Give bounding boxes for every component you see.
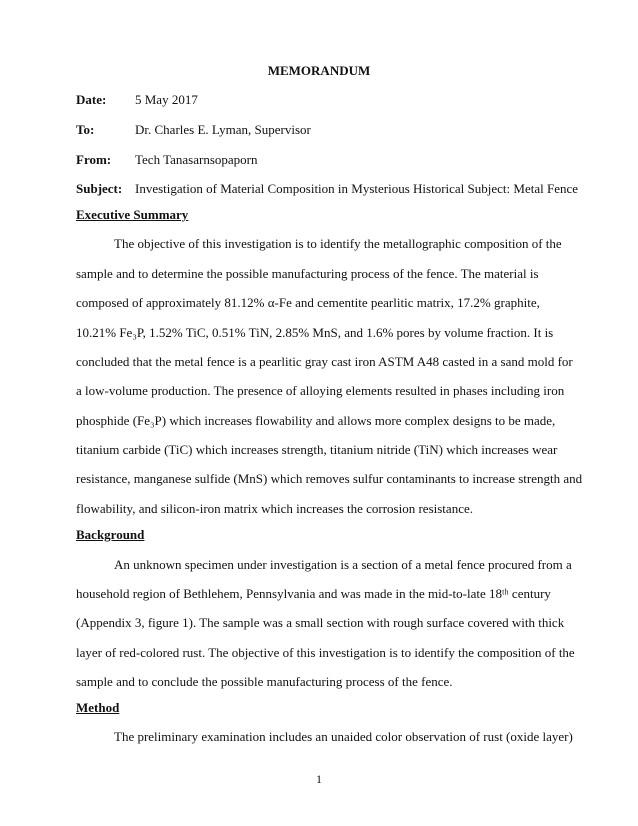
section-heading-background: Background bbox=[76, 527, 145, 542]
paragraph-line: resistance, manganese sulfide (MnS) which removes sulfur contaminants to increase strength and bbox=[76, 471, 583, 486]
memo-title: MEMORANDUM bbox=[267, 63, 371, 78]
memo-from-value: Tech Tanasarnsopaporn bbox=[135, 152, 258, 167]
paragraph-line: household region of Bethlehem, Pennsylvania and was made in the mid-to-late 18ᵗʰ century bbox=[76, 586, 551, 601]
paragraph-line: (Appendix 3, figure 1). The sample was a small section with rough surface covered with thick bbox=[76, 615, 565, 630]
section-heading-executive-summary: Executive Summary bbox=[76, 207, 189, 222]
memo-field-label: Subject: bbox=[76, 181, 123, 196]
paragraph-line: titanium carbide (TiC) which increases strength, titanium nitride (TiN) which increases wear bbox=[76, 442, 558, 457]
page-number: 1 bbox=[316, 772, 322, 786]
memo-date-value: 5 May 2017 bbox=[135, 92, 198, 107]
paragraph-line: concluded that the metal fence is a pearlitic gray cast iron ASTM A48 casted in a sand mold for bbox=[76, 354, 573, 369]
paragraph-line: The preliminary examination includes an unaided color observation of rust (oxide layer) bbox=[114, 729, 573, 744]
section-heading-method: Method bbox=[76, 700, 120, 715]
paragraph-line: layer of red-colored rust. The objective of this investigation is to identify the composition of the bbox=[76, 645, 575, 660]
memo-to-row bbox=[76, 121, 616, 139]
paragraph-line: The objective of this investigation is to identify the metallographic composition of the bbox=[114, 236, 562, 251]
paragraph-line: An unknown specimen under investigation is a section of a metal fence procured from a bbox=[114, 557, 572, 572]
paragraph-line: a low-volume production. The presence of alloying elements resulted in phases including iron bbox=[76, 383, 565, 398]
paragraph-line: sample and to conclude the possible manufacturing process of the fence. bbox=[76, 674, 453, 689]
memo-field-label: Date: bbox=[76, 92, 107, 107]
memo-to-value: Dr. Charles E. Lyman, Supervisor bbox=[135, 122, 311, 137]
paragraph-line: flowability, and silicon-iron matrix which increases the corrosion resistance. bbox=[76, 501, 473, 516]
paragraph-line: composed of approximately 81.12% α-Fe and cementite pearlitic matrix, 17.2% graphite, bbox=[76, 295, 540, 310]
memo-date-row bbox=[76, 91, 616, 109]
paragraph-line: phosphide (Fe₃P) which increases flowability and allows more complex designs to be made, bbox=[76, 413, 556, 428]
memo-field-label: To: bbox=[76, 122, 95, 137]
memo-from-row bbox=[76, 151, 616, 169]
memo-subject-row bbox=[76, 180, 616, 198]
memo-subject-value: Investigation of Material Composition in Mysterious Historical Subject: Metal Fence bbox=[135, 181, 579, 196]
memo-field-label: From: bbox=[76, 152, 112, 167]
paragraph-line: 10.21% Fe₃P, 1.52% TiC, 0.51% TiN, 2.85% MnS, and 1.6% pores by volume fraction. It is bbox=[76, 325, 554, 340]
paragraph-line: sample and to determine the possible manufacturing process of the fence. The material is bbox=[76, 266, 539, 281]
